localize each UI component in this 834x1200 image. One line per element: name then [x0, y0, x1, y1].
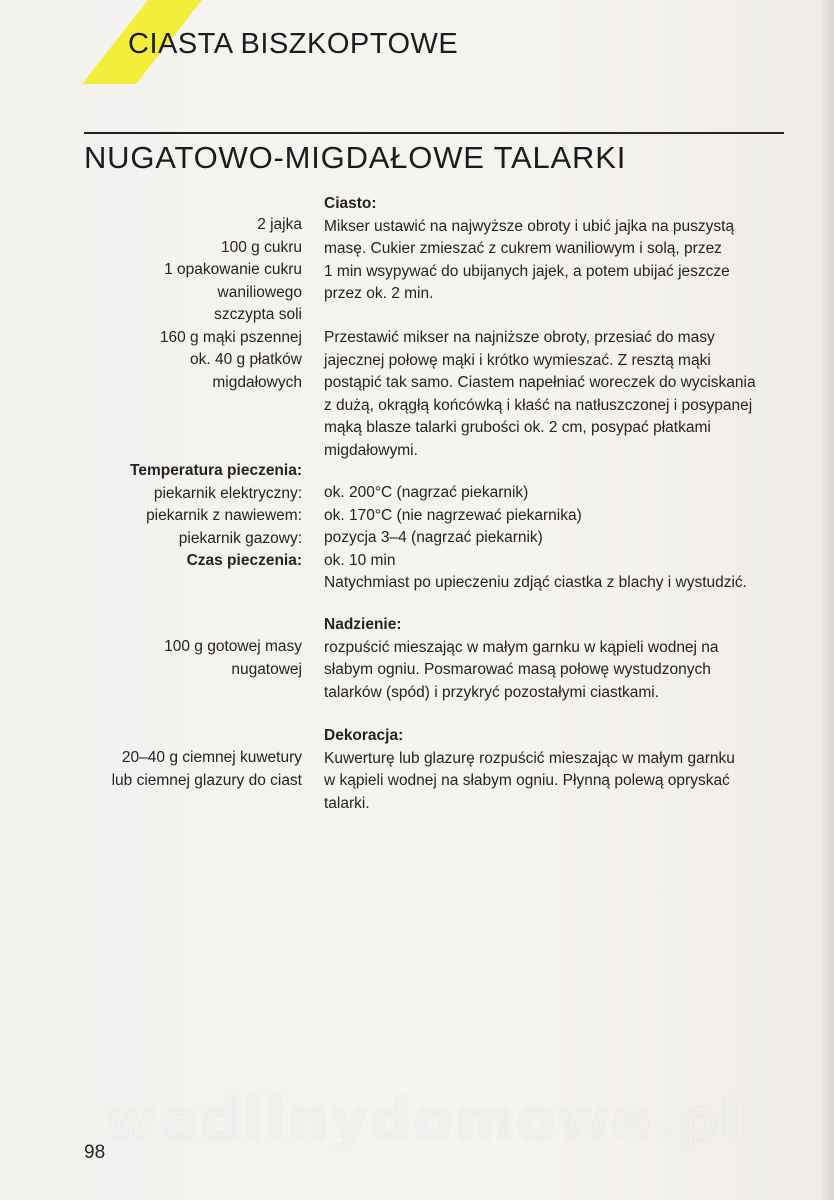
instruction-line: mąką blasze talarki grubości ok. 2 cm, posypać płatkami: [324, 419, 711, 436]
instruction-line: w kąpieli wodnej na słabym ogniu. Płynną polewą opryskać: [324, 772, 730, 789]
instruction-line: masę. Cukier zmieszać z cukrem waniliowym i solą, przez: [324, 240, 722, 257]
baking-time-value: ok. 10 min: [324, 551, 396, 569]
instruction-line: Mikser ustawić na najwyższe obroty i ubić jajka na puszystą: [324, 217, 735, 235]
decoration-instructions: [324, 725, 794, 815]
baking-temperature-label: Temperatura pieczenia:: [130, 462, 302, 479]
section-title: CIASTA BISZKOPTOWE: [128, 28, 459, 60]
oven-setting-value: pozycja 3–4 (nagrzać piekarnik): [324, 529, 543, 546]
instruction-line: 1 min wsypywać do ubijanych jajek, a potem ubijać jeszcze: [324, 262, 730, 280]
page-number: 98: [84, 1142, 106, 1163]
filling-heading: Nadzienie:: [324, 616, 402, 633]
recipe-title: NUGATOWO-MIGDAŁOWE TALARKI: [84, 140, 627, 175]
instruction-line: słabym ogniu. Posmarować masą połowę wystudzonych: [324, 661, 711, 678]
ingredient-line: 160 g mąki pszennej: [159, 328, 302, 346]
dough-instructions: [324, 193, 794, 306]
oven-type-label: piekarnik elektryczny:: [153, 484, 302, 502]
ingredient-line: 2 jajka: [257, 216, 302, 233]
ingredient-line: lub ciemnej glazury do ciast: [111, 771, 302, 789]
dough-instructions-2: [324, 327, 794, 462]
ingredient-line: migdałowych: [212, 373, 302, 391]
decoration-ingredients-list: [112, 747, 302, 792]
filling-ingredients-list: [164, 636, 302, 681]
ingredient-line: szczypta soli: [214, 306, 302, 323]
ingredient-line: waniliowego: [217, 283, 302, 301]
title-rule: [84, 132, 784, 134]
ingredient-line: nugatowej: [231, 660, 302, 678]
instruction-line: migdałowymi.: [324, 441, 418, 459]
ingredient-line: ok. 40 g płatków: [189, 351, 302, 368]
instruction-line: z dużą, okrągłą końcówką i kłaść na natłuszczonej i posypanej: [324, 396, 753, 414]
ingredient-line: 20–40 g ciemnej kuwetury: [121, 749, 302, 766]
oven-setting-value: ok. 170°C (nie nagrzewać piekarnika): [324, 506, 582, 524]
instruction-line: jajecznej połowę mąki i krótko wymieszać. Z resztą mąki: [324, 351, 711, 369]
baking-labels: [130, 460, 302, 573]
instruction-line: Kuwerturę lub glazurę rozpuścić mieszając w małym garnku: [324, 749, 735, 767]
instruction-line: rozpuścić mieszając w małym garnku w kąpieli wodnej na: [324, 638, 719, 656]
baking-values: [324, 482, 794, 595]
baking-time-label: Czas pieczenia:: [186, 552, 302, 569]
watermark-text: wedlinydomowe.pl: [105, 1088, 744, 1153]
oven-type-label: piekarnik z nawiewem:: [146, 507, 302, 524]
instruction-line: talarki.: [324, 794, 370, 812]
instruction-line: talarków (spód) i przykryć pozostałymi ciastkami.: [324, 683, 660, 701]
decoration-heading: Dekoracja:: [324, 727, 404, 744]
page-edge-shadow: [820, 0, 834, 1200]
ingredient-line: 100 g gotowej masy: [164, 638, 302, 655]
instruction-line: Przestawić mikser na najniższe obroty, przesiać do masy: [324, 329, 715, 346]
instruction-line: przez ok. 2 min.: [324, 285, 434, 302]
filling-instructions: [324, 614, 794, 704]
ingredient-line: 1 opakowanie cukru: [164, 261, 302, 278]
dough-heading: Ciasto:: [324, 195, 377, 212]
instruction-line: postąpić tak samo. Ciastem napełniać woreczek do wyciskania: [324, 374, 756, 391]
oven-type-label: piekarnik gazowy:: [178, 529, 302, 547]
dough-ingredients-list: [160, 214, 302, 394]
oven-setting-value: ok. 200°C (nagrzać piekarnik): [324, 484, 529, 501]
cooling-note: Natychmiast po upieczeniu zdjąć ciastka z blachy i wystudzić.: [324, 574, 747, 591]
ingredient-line: 100 g cukru: [221, 238, 302, 256]
